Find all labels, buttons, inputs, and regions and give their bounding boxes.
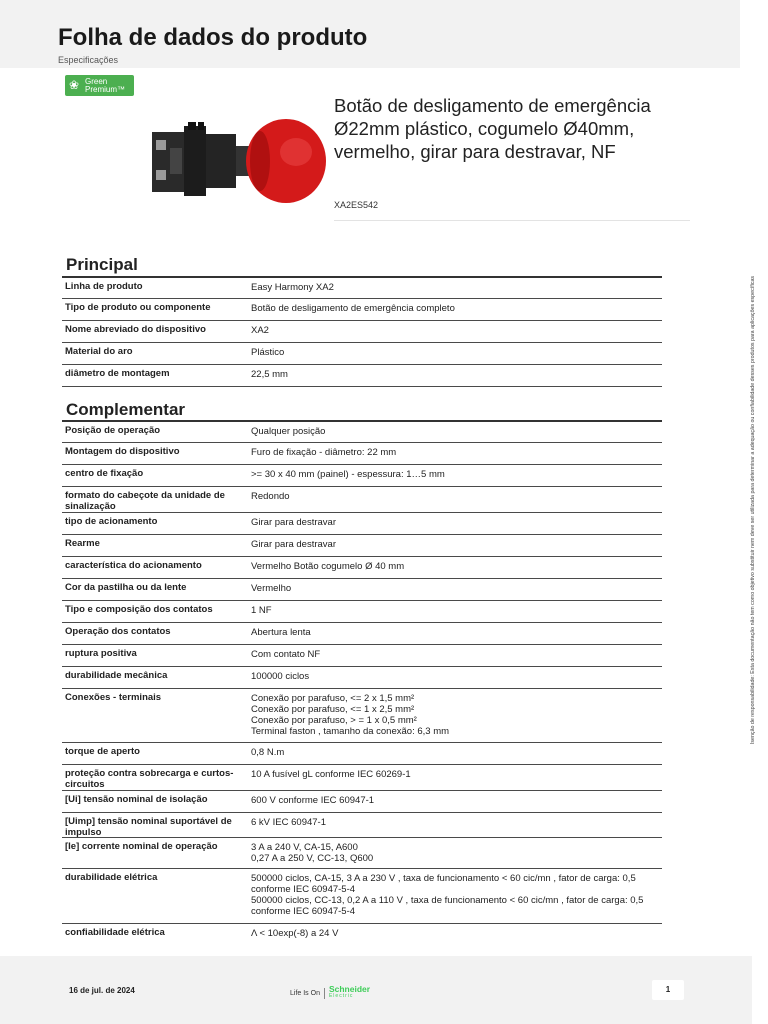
table-row <box>62 791 662 813</box>
row-value: Girar para destravar <box>251 539 337 550</box>
badge-line2: Premium™ <box>85 85 126 94</box>
table-row <box>62 869 662 924</box>
row-label: [Ui] tensão nominal de isolação <box>65 794 208 805</box>
row-label: Cor da pastilha ou da lente <box>65 582 187 593</box>
row-label: Operação dos contatos <box>65 626 171 637</box>
row-value: Terminal faston , tamanho da conexão: 6,3 mm <box>251 726 450 737</box>
table-row <box>62 299 662 321</box>
row-value: Easy Harmony XA2 <box>251 282 334 293</box>
table-row <box>62 321 662 343</box>
table-row <box>62 535 662 557</box>
footer-date: 16 de jul. de 2024 <box>69 986 135 995</box>
table-row <box>62 557 662 579</box>
spec-table-complementar <box>62 422 662 946</box>
document-subtitle: Especificações <box>58 55 119 65</box>
row-label: ruptura positiva <box>65 648 137 659</box>
product-reference: XA2ES542 <box>334 200 379 210</box>
row-value: 500000 ciclos, CA-15, 3 A a 230 V , taxa de funcionamento < 60 cic/mn , fator de carga: 0,5 conforme IEC 60947-5-4 <box>251 873 636 895</box>
row-value: Plástico <box>251 347 285 358</box>
table-row <box>62 487 662 513</box>
row-label: [Ie] corrente nominal de operação <box>65 841 218 852</box>
logo-brand-sub: Electric <box>328 993 354 999</box>
table-row <box>62 813 662 838</box>
table-row <box>62 838 662 869</box>
row-value: 500000 ciclos, CC-13, 0,2 A a 110 V , taxa de funcionamento < 60 cic/mn , fator de carga: 0,5 conforme IEC 60947-5-4 <box>251 895 644 917</box>
table-row <box>62 465 662 487</box>
product-title: Botão de desligamento de emergência Ø22mm plástico, cogumelo Ø40mm, vermelho, girar para destravar, NF <box>334 95 651 162</box>
page-number: 1 <box>652 980 684 1000</box>
table-row <box>62 365 662 387</box>
row-value: Conexão por parafuso, > = 1 x 0,5 mm² <box>251 715 417 726</box>
section-title-complementar: Complementar <box>66 400 186 419</box>
table-row <box>62 443 662 465</box>
row-value: 1 NF <box>251 605 272 616</box>
table-row <box>62 689 662 743</box>
leaf-icon: ❀ <box>69 78 80 92</box>
row-label: Montagem do dispositivo <box>65 446 180 457</box>
row-value: 0,27 A a 250 V, CC-13, Q600 <box>251 853 374 864</box>
table-row <box>62 513 662 535</box>
spec-table-principal <box>62 278 662 387</box>
row-label: Nome abreviado do dispositivo <box>65 324 206 335</box>
row-label: tipo de acionamento <box>65 516 158 527</box>
table-row <box>62 924 662 946</box>
row-label: Tipo de produto ou componente <box>65 302 211 313</box>
row-label: Rearme <box>65 538 100 549</box>
section-title-principal: Principal <box>66 255 138 274</box>
row-label: Posição de operação <box>65 425 161 436</box>
logo-separator <box>324 988 325 999</box>
row-label: formato do cabeçote da unidade de sinalização <box>65 490 225 512</box>
row-value: 10 A fusível gL conforme IEC 60269-1 <box>251 769 411 780</box>
row-value: Abertura lenta <box>251 627 311 638</box>
product-image <box>148 118 328 218</box>
row-value: Λ < 10exp(-8) a 24 V <box>251 928 339 939</box>
document-title: Folha de dados do produto <box>58 24 368 51</box>
table-row <box>62 743 662 765</box>
logo-tagline: Life Is On <box>290 989 320 997</box>
row-label: Material do aro <box>65 346 133 357</box>
table-row <box>62 278 662 299</box>
divider <box>334 220 690 221</box>
green-premium-badge <box>65 75 134 96</box>
table-row <box>62 645 662 667</box>
row-label: Tipo e composição dos contatos <box>65 604 213 615</box>
row-value: 3 A a 240 V, CA-15, A600 <box>251 842 358 853</box>
table-row <box>62 343 662 365</box>
row-label: Conexões - terminais <box>65 692 162 703</box>
row-label: [Uimp] tensão nominal suportável de impulso <box>65 816 232 838</box>
table-row <box>62 667 662 689</box>
table-row <box>62 765 662 791</box>
disclaimer-text: Isenção de responsabilidade: Esta documentação não tem como objetivo substituir nem deve ser utilizada para determinar a adequação ou confiabilidade desses produtos para aplicações específicas <box>750 275 756 745</box>
row-value: Redondo <box>251 491 290 502</box>
row-value: 22,5 mm <box>251 369 288 380</box>
row-value: Conexão por parafuso, <= 2 x 1,5 mm² <box>251 693 415 704</box>
row-label: centro de fixação <box>65 468 144 479</box>
row-value: 0,8 N.m <box>251 747 285 758</box>
schneider-logo <box>290 986 370 1000</box>
table-row <box>62 422 662 443</box>
row-value: Com contato NF <box>251 649 321 660</box>
disclaimer-vertical <box>744 230 762 790</box>
table-row <box>62 579 662 601</box>
row-value: Botão de desligamento de emergência completo <box>251 303 455 314</box>
row-value: 600 V conforme IEC 60947-1 <box>251 795 375 806</box>
table-row <box>62 601 662 623</box>
row-value: Girar para destravar <box>251 517 337 528</box>
row-label: durabilidade elétrica <box>65 872 158 883</box>
row-value: Vermelho <box>251 583 292 594</box>
row-label: torque de aperto <box>65 746 140 757</box>
row-label: Linha de produto <box>65 281 143 292</box>
row-label: durabilidade mecânica <box>65 670 168 681</box>
row-value: Conexão por parafuso, <= 1 x 2,5 mm² <box>251 704 415 715</box>
badge-line1: Green <box>85 77 108 86</box>
row-value: Qualquer posição <box>251 426 326 437</box>
row-label: proteção contra sobrecarga e curtos-circuitos <box>65 768 234 790</box>
row-label: característica do acionamento <box>65 560 202 571</box>
row-label: diâmetro de montagem <box>65 368 170 379</box>
row-value: Vermelho Botão cogumelo Ø 40 mm <box>251 561 405 572</box>
row-value: Furo de fixação - diâmetro: 22 mm <box>251 447 397 458</box>
row-value: XA2 <box>251 325 269 336</box>
row-value: 6 kV IEC 60947-1 <box>251 817 326 828</box>
logo-brand: Schneider <box>328 984 371 994</box>
table-row <box>62 623 662 645</box>
row-value: 100000 ciclos <box>251 671 310 682</box>
row-value: >= 30 x 40 mm (painel) - espessura: 1…5 mm <box>251 469 445 480</box>
row-label: confiabilidade elétrica <box>65 927 165 938</box>
